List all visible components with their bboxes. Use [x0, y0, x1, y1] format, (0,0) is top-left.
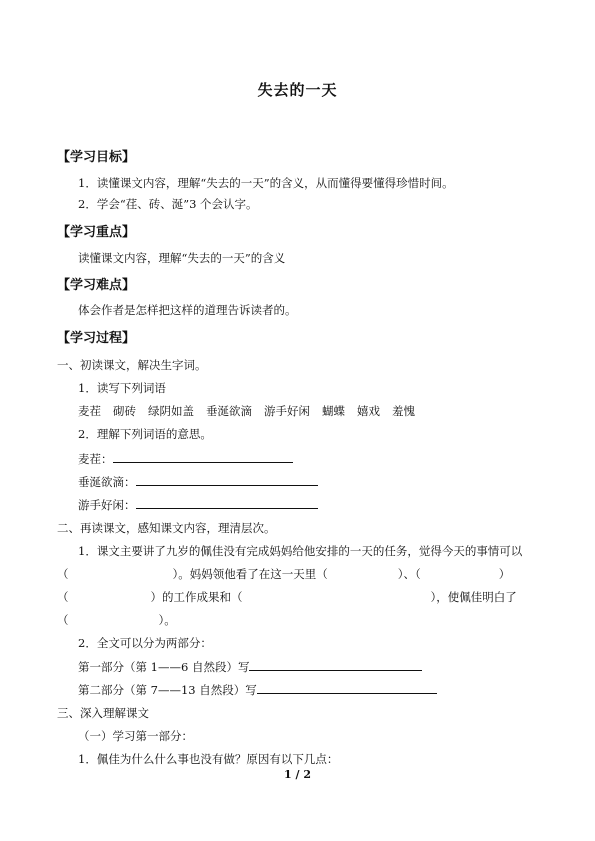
text-segment: ）。妈妈领他看了在这一天里（: [172, 567, 328, 581]
word-item: 垂涎欲滴: [206, 404, 252, 418]
paren-close: ）: [498, 567, 511, 581]
definition-label: 垂涎欲滴：: [78, 475, 136, 489]
page-number: 1 / 2: [284, 768, 311, 781]
word-item: 麦茬: [78, 404, 101, 418]
definition-blank[interactable]: [113, 450, 293, 463]
part-1-blank[interactable]: [249, 658, 422, 671]
word-item: 蝴蝶: [322, 404, 345, 418]
paren-close: ）。: [158, 613, 176, 627]
difficulty-heading: 【学习难点】: [57, 278, 136, 293]
word-item: 砌砖: [113, 404, 136, 418]
section-1-question-1: 1．读写下列词语: [78, 381, 166, 395]
word-item: 游手好闲: [264, 404, 310, 418]
section-3-question-1: 1．佩佳为什么什么事也没有做？原因有以下几点：: [78, 752, 339, 766]
definition-label: 麦茬：: [78, 452, 113, 466]
section-2-q1-line-4: [57, 612, 176, 628]
part-2-label: 第二部分（第 7——13 自然段）写: [78, 683, 257, 697]
section-2-q1-line-1: 1．课文主要讲了九岁的佩佳没有完成妈妈给他安排的一天的任务，觉得今天的事情可以: [78, 544, 523, 558]
process-heading: 【学习过程】: [57, 331, 136, 346]
goal-item-1: 1．读懂课文内容，理解“失去的一天”的含义，从而懂得要懂得珍惜时间。: [78, 176, 454, 190]
part-2-blank[interactable]: [257, 681, 437, 694]
text-segment: ），使佩佳明白了: [430, 590, 517, 604]
section-1-question-2: 2．理解下列词语的意思。: [78, 427, 212, 441]
definition-row-2: [78, 473, 318, 490]
section-3-subtitle: （一）学习第一部分：: [78, 729, 193, 743]
definition-row-1: [78, 450, 293, 467]
page-title: 失去的一天: [257, 81, 338, 99]
word-item: 嬉戏: [357, 404, 380, 418]
word-item: 羞愧: [392, 404, 415, 418]
definition-row-3: [78, 496, 318, 513]
focus-heading: 【学习重点】: [57, 225, 136, 240]
part-1-row: [78, 658, 422, 675]
definition-blank[interactable]: [136, 473, 318, 486]
section-2-title: 二、再读课文，感知课文内容，理清层次。: [57, 521, 276, 535]
difficulty-text: 体会作者是怎样把这样的道理告诉读者的。: [78, 303, 297, 317]
paren-open: （: [57, 590, 69, 604]
section-2-question-2: 2．全文可以分为两部分：: [78, 636, 212, 650]
focus-text: 读懂课文内容，理解“失去的一天”的含义: [78, 251, 286, 265]
section-1-title: 一、初读课文，解决生字词。: [57, 358, 207, 372]
word-item: 绿阴如盖: [148, 404, 194, 418]
section-2-q1-line-2: [57, 566, 542, 582]
goal-item-2: 2．学会“荏、砖、涎”3 个会认字。: [78, 197, 258, 211]
paren-open: （: [57, 613, 69, 627]
definition-label: 游手好闲：: [78, 498, 136, 512]
text-segment: ）、（: [397, 567, 421, 581]
part-2-row: [78, 681, 437, 698]
goals-heading: 【学习目标】: [57, 150, 136, 165]
word-list: [78, 403, 415, 419]
section-3-title: 三、深入理解课文: [57, 706, 149, 720]
paren-open: （: [57, 567, 69, 581]
section-2-q1-line-3: [57, 589, 517, 605]
text-segment: ）的工作成果和（: [150, 590, 243, 604]
definition-blank[interactable]: [136, 496, 318, 509]
part-1-label: 第一部分（第 1——6 自然段）写: [78, 660, 250, 674]
